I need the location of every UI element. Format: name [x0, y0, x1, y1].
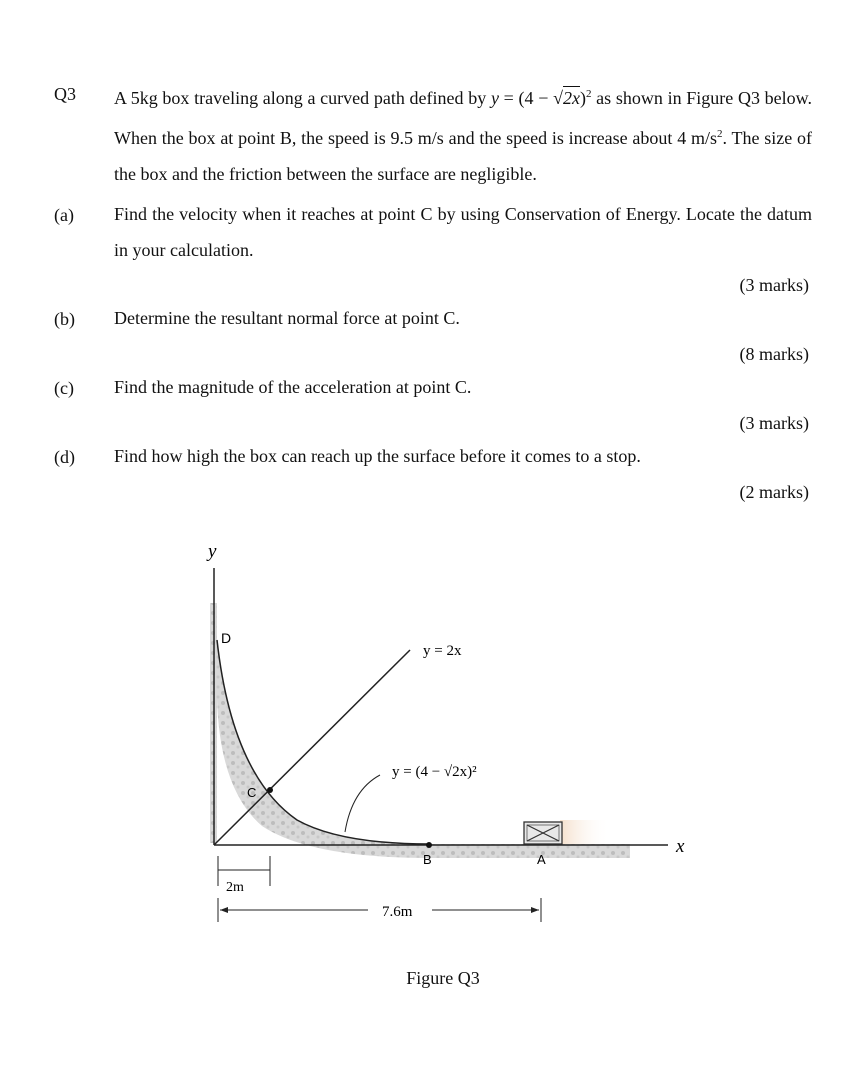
point-b-marker — [426, 842, 432, 848]
box-icon — [524, 822, 562, 844]
equation-sqrt: 2x — [562, 88, 580, 108]
part-c-marks: (3 marks) — [739, 413, 809, 433]
box-shadow — [560, 820, 610, 844]
part-b-marks: (8 marks) — [739, 344, 809, 364]
part-c-label: (c) — [54, 378, 74, 398]
intro-end: . The size of the box and the friction between the surface are negligible. — [114, 128, 812, 184]
part-b-text: Determine the resultant normal force at point C. — [114, 308, 460, 328]
dim-2m-label: 2m — [226, 880, 244, 895]
point-a-label: A — [537, 852, 546, 867]
intro-pre: A 5kg box traveling along a curved path defined by — [114, 88, 491, 108]
intro-post: as shown in Figure Q3 below. When the box at point B, the speed is 9.5 m/s and the speed is increase about — [114, 88, 812, 148]
part-d-marks: (2 marks) — [739, 482, 809, 502]
point-b-label: B — [423, 852, 432, 867]
question-number: Q3 — [54, 84, 76, 104]
equation-equals: = (4 − — [498, 88, 554, 108]
part-a-marks: (3 marks) — [739, 275, 809, 295]
accel-exponent: 2 — [717, 128, 723, 140]
part-a-label: (a) — [54, 205, 74, 225]
question-intro: A 5kg box traveling along a curved path defined by $y = (4 - √2x)^2$ as shown in Figure Q3 below. When the box at point B, the speed is 9.5 m/s and the speed is increase about 4 $m/s^2$. The size of the box and the friction between the surface are negligible. — [114, 88, 812, 184]
figure-caption: Figure Q3 — [406, 968, 480, 988]
part-a-text: Find the velocity when it reaches at point C by using Conservation of Energy. Locate the datum in your calculation. — [114, 204, 812, 260]
dim-76m-label: 7.6m — [382, 904, 413, 920]
curve-label: y = (4 − √2x)² — [392, 764, 477, 780]
curve-leader-line — [345, 775, 380, 832]
figure-q3 — [0, 530, 864, 950]
equation-lhs: y — [490, 88, 499, 108]
point-c-label: C — [247, 785, 257, 800]
point-c-marker — [267, 787, 273, 793]
part-d-text: Find how high the box can reach up the surface before it comes to a stop. — [114, 446, 641, 466]
part-b-label: (b) — [54, 309, 75, 329]
equation-exponent: 2 — [585, 88, 592, 100]
equation-close: ) — [579, 88, 586, 108]
part-c-text: Find the magnitude of the acceleration at point C. — [114, 377, 472, 397]
x-axis-label: x — [676, 836, 685, 857]
curve-path — [217, 640, 430, 844]
y-axis-label: y — [208, 541, 217, 562]
accel-value: 4 m/s — [677, 128, 717, 148]
line-y-2x — [214, 650, 410, 845]
point-d-label: D — [221, 630, 232, 646]
dim-76m-arrow-right — [531, 907, 539, 913]
line-label: y = 2x — [423, 643, 462, 659]
part-d-label: (d) — [54, 447, 75, 467]
dim-76m-arrow-left — [220, 907, 228, 913]
